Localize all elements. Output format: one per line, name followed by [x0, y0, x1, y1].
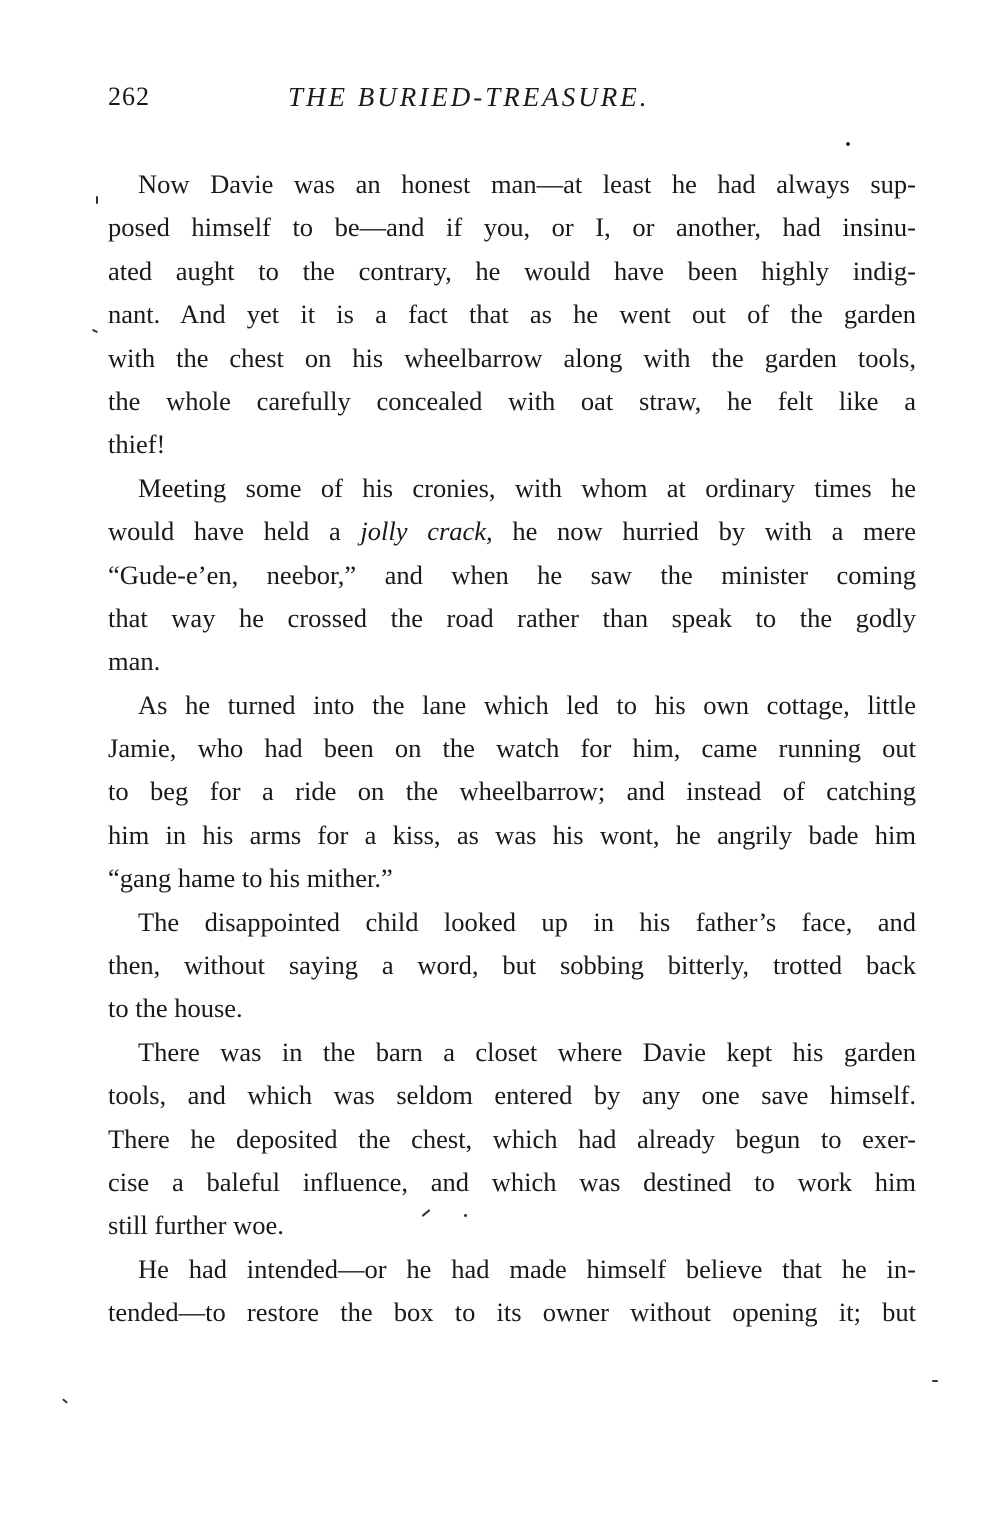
text-line: the whole carefully concealed with oat straw, he felt like a [108, 385, 916, 416]
page-header [108, 82, 916, 122]
text-line: tended—to restore the box to its owner without opening it; but [108, 1297, 916, 1328]
text-line: nant. And yet it is a fact that as he went out of the garden [108, 299, 916, 330]
scan-speck [62, 1398, 68, 1403]
text-line: thief! [108, 429, 166, 460]
text-line: to the house. [108, 993, 243, 1024]
italic-phrase: jolly crack, [360, 516, 493, 547]
page-number: 262 [108, 82, 150, 111]
text-line: “gang hame to his mither.” [108, 863, 393, 894]
text-line: Jamie, who had been on the watch for him, came running out [108, 733, 916, 764]
text-line: “Gude-e’en, neebor,” and when he saw the minister coming [108, 559, 916, 590]
text-line: cise a baleful influence, and which was destined to work him [108, 1166, 916, 1197]
text-line: ated aught to the contrary, he would have been highly indig- [108, 255, 916, 286]
body-text [108, 163, 916, 1335]
running-head: THE BURIED-TREASURE. [288, 82, 650, 112]
text-line: man. [108, 646, 161, 677]
paragraph-5 [108, 1031, 916, 1248]
text-line: He had intended—or he had made himself believe that he in- [138, 1253, 916, 1284]
text-line: posed himself to be—and if you, or I, or another, had insinu- [108, 212, 916, 243]
paragraph-2 [108, 467, 916, 684]
paragraph-3 [108, 684, 916, 901]
scan-speck [846, 142, 850, 146]
text-line: Now Davie was an honest man—at least he had always sup- [138, 169, 916, 199]
scan-speck [96, 196, 98, 204]
text-line: There he deposited the chest, which had already begun to exer- [108, 1123, 916, 1154]
scan-speck [92, 329, 98, 333]
paragraph-1 [108, 163, 916, 467]
text-line: him in his arms for a kiss, as was his wont, he angrily bade him [108, 819, 916, 850]
text-line: that way he crossed the road rather than speak to the godly [108, 602, 916, 633]
text-line: with the chest on his wheelbarrow along with the garden tools, [108, 342, 916, 373]
text-segment: would have held a [108, 516, 361, 547]
scan-speck [464, 1214, 467, 1217]
text-line: Meeting some of his cronies, with whom at ordinary times he [138, 472, 916, 503]
text-line: then, without saying a word, but sobbing bitterly, trotted back [108, 950, 916, 981]
text-segment: he now hurried by with a mere [492, 516, 916, 547]
paragraph-6 [108, 1248, 916, 1335]
text-line-with-italic [108, 510, 916, 553]
text-line: tools, and which was seldom entered by any one save himself. [108, 1080, 916, 1111]
text-line: to beg for a ride on the wheelbarrow; and instead of catching [108, 776, 916, 807]
text-line: As he turned into the lane which led to his own cottage, little [138, 689, 916, 720]
text-line: still further woe. [108, 1210, 284, 1241]
scan-speck [932, 1380, 938, 1382]
paragraph-4 [108, 901, 916, 1031]
text-line: There was in the barn a closet where Davie kept his garden [138, 1036, 916, 1067]
text-line: The disappointed child looked up in his father’s face, and [138, 906, 916, 937]
